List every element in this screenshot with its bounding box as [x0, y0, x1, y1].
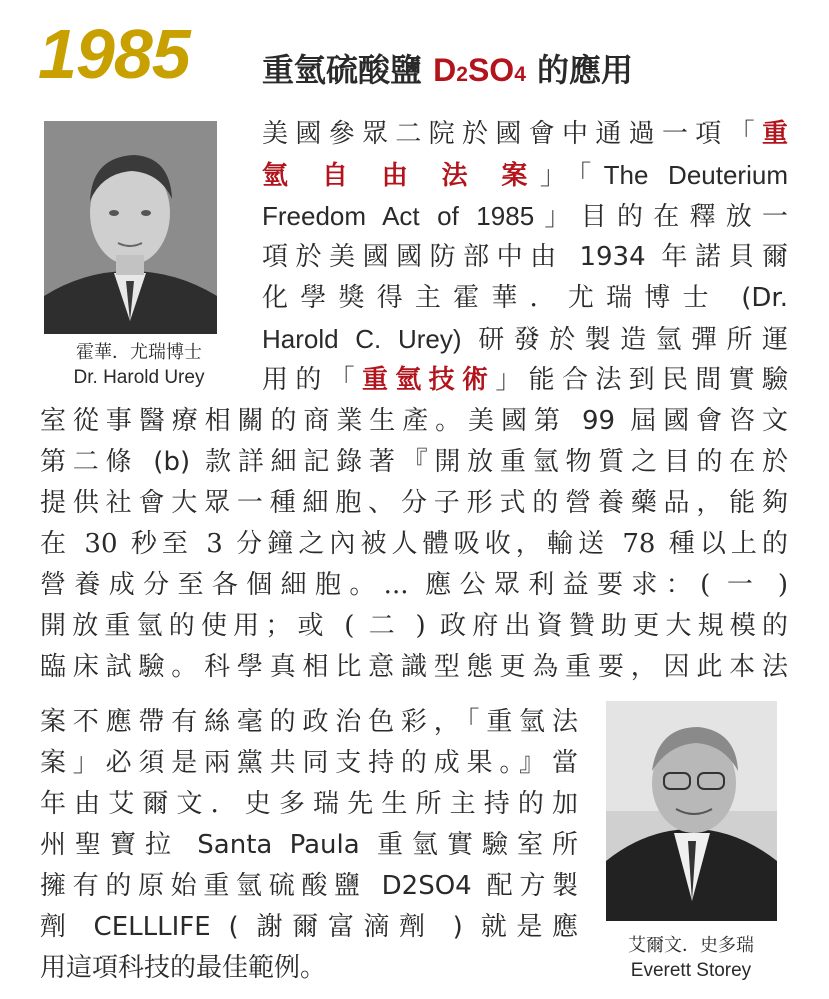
body-line: 臨床試驗。科學真相比意識型態更為重要，因此本法: [40, 652, 788, 682]
body-line: 氫 自 由 法 案」「The Deuterium: [262, 160, 788, 191]
body-line: Harold C. Urey) 研發於製造氫彈所運: [262, 324, 788, 354]
body-line: 用這項科技的最佳範例。: [40, 953, 327, 983]
title-suffix: 的應用: [525, 51, 634, 89]
body-line: 案」必須是兩黨共同支持的成果。』當: [40, 748, 578, 778]
body-line: 擁有的原始重氫硫酸鹽 D2SO4 配方製: [40, 871, 578, 901]
harold-urey-photo: [44, 121, 217, 334]
body-line: 第二條 (b) 款詳細記錄著『開放重氫物質之目的在於: [40, 447, 788, 477]
portrait-man-icon: [44, 121, 217, 334]
body-line: 提供社會大眾一種細胞、分子形式的營養藥品，能夠: [40, 488, 788, 518]
body-line: 用的「重氫技術」能合法到民間實驗: [262, 365, 788, 395]
body-line: 營養成分至各個細胞。... 應公眾利益要求：( 一 ): [40, 570, 788, 600]
article-title: [262, 48, 633, 97]
caption-zh: 艾爾文．史多瑞: [628, 935, 754, 956]
year-heading: 1985: [38, 15, 190, 93]
portrait-elder-man-icon: [606, 701, 777, 921]
body-line: Freedom Act of 1985」目的在釋放一: [262, 201, 788, 231]
harold-urey-caption: [44, 340, 234, 390]
body-line: 案不應帶有絲毫的政治色彩，「重氫法: [40, 707, 578, 737]
caption-en: Dr. Harold Urey: [73, 367, 205, 388]
everett-storey-caption: [596, 933, 786, 983]
title-chem-formula: D2SO4: [433, 52, 526, 88]
body-line: 美國參眾二院於國會中通過一項「重: [262, 119, 788, 149]
body-line: 化學獎得主霍華．尤瑞博士 (Dr.: [262, 283, 788, 313]
title-prefix: 重氫硫酸鹽: [262, 51, 434, 89]
body-line: 年由艾爾文．史多瑞先生所主持的加: [40, 789, 578, 819]
body-line: 室從事醫療相關的商業生產。美國第 99 屆國會咨文: [40, 406, 788, 436]
body-line: 開放重氫的使用；或 ( 二 ) 政府出資贊助更大規模的: [40, 611, 788, 641]
body-line: 劑 CELLLIFE ( 謝爾富滴劑 ) 就是應: [40, 912, 578, 942]
everett-storey-photo: [606, 701, 777, 921]
caption-zh: 霍華．尤瑞博士: [76, 342, 202, 363]
body-line: 州聖寶拉 Santa Paula 重氫實驗室所: [40, 830, 578, 860]
body-line: 項於美國國防部中由 1934 年諾貝爾: [262, 242, 788, 272]
caption-en: Everett Storey: [630, 960, 752, 981]
body-line: 在 30 秒至 3 分鐘之內被人體吸收，輸送 78 種以上的: [40, 529, 788, 559]
